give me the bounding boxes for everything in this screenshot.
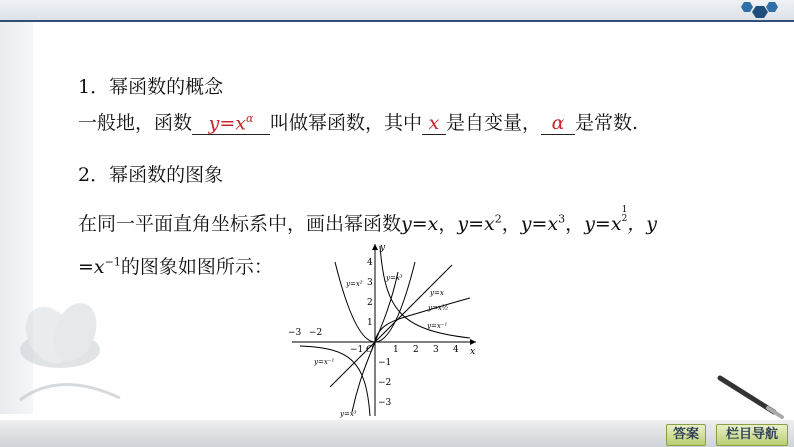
func-y-xinv: =x — [78, 256, 105, 278]
y-tick-1: 4 — [367, 258, 373, 268]
nav-button[interactable]: 栏目导航 — [716, 424, 788, 446]
y-arrow-icon — [372, 244, 378, 250]
section-title-concept: 1．幂函数的概念 — [78, 76, 224, 98]
x-tick-1: −3 — [288, 328, 302, 338]
top-border-line — [0, 20, 794, 22]
x-tick-6: 3 — [433, 345, 439, 355]
func-y-x3: y=x — [520, 213, 559, 235]
top-bar — [0, 0, 794, 20]
x-tick-7: 4 — [453, 345, 459, 355]
y-tick-6: −2 — [378, 378, 392, 388]
graph-intro-tail: ，y — [627, 213, 658, 235]
formula-eq: = — [219, 112, 236, 134]
y-tick-7: −3 — [378, 398, 392, 408]
graph-intro-text: 在同一平面直角坐标系中，画出幂函数 — [78, 213, 402, 235]
exp-3: 3 — [558, 212, 566, 226]
label-y-x2: y=x² — [346, 280, 363, 288]
label-y-x3-top: y=x³ — [386, 274, 403, 282]
x-tick-5: 2 — [413, 345, 419, 355]
func-y-x: y=x — [401, 213, 439, 235]
y-tick-2: 3 — [367, 278, 373, 288]
label-y-xinv-right: y=x⁻¹ — [427, 322, 448, 330]
definition-line — [78, 108, 638, 135]
lotus-decor-icon — [0, 280, 150, 420]
formula-alpha: α — [245, 111, 254, 125]
graph-intro-line-2 — [78, 252, 273, 279]
x-axis-label: x — [470, 347, 476, 357]
y-tick-3: 2 — [367, 298, 373, 308]
x-tick-3: −1 — [350, 345, 364, 355]
label-y-x: y=x — [430, 289, 444, 297]
definition-text-2: 叫做幂函数，其中 — [270, 112, 423, 134]
y-tick-4: 1 — [367, 318, 373, 328]
section-title-graph: 2．幂函数的图象 — [78, 164, 224, 186]
formula-y: y — [208, 112, 220, 134]
curve-y-xinv-left — [300, 346, 370, 416]
y-axis-label: y — [380, 243, 386, 253]
y-tick-5: −1 — [378, 358, 392, 368]
x-arrow-icon — [470, 339, 476, 345]
exp-den: 2 — [621, 214, 628, 224]
origin-label: O — [366, 345, 374, 355]
label-y-xhalf: y=x½ — [428, 304, 449, 312]
separator: ， — [438, 213, 458, 235]
x-tick-2: −2 — [309, 328, 323, 338]
power-function-graph — [290, 240, 480, 418]
answer-button[interactable]: 答案 — [666, 424, 706, 446]
brush-decor-icon — [716, 372, 786, 420]
formula-blank — [192, 112, 270, 135]
definition-text-1: 一般地，函数 — [78, 112, 193, 134]
exp-num: 1 — [621, 205, 628, 215]
definition-text-4: 是常数. — [575, 112, 639, 134]
exp-neg1: −1 — [104, 255, 121, 269]
label-y-x3-bottom: y=x³ — [340, 410, 357, 418]
x-tick-4: 1 — [393, 345, 399, 355]
separator: ， — [501, 213, 521, 235]
label-y-xinv-left: y=x⁻¹ — [314, 358, 335, 366]
func-y-xhalf: y=x — [584, 213, 622, 235]
separator: ， — [565, 213, 585, 235]
constant-blank: α — [541, 112, 575, 135]
formula-x: x — [235, 112, 246, 134]
graph-intro-text-2: 的图象如图所示： — [120, 256, 273, 278]
definition-text-3: 是自变量， — [446, 112, 542, 134]
variable-blank: x — [422, 112, 446, 135]
graph-intro-line-1 — [78, 206, 657, 236]
exp-2: 2 — [494, 212, 502, 226]
func-y-x2: y=x — [457, 213, 495, 235]
hexagon-logo-icon — [736, 0, 780, 26]
